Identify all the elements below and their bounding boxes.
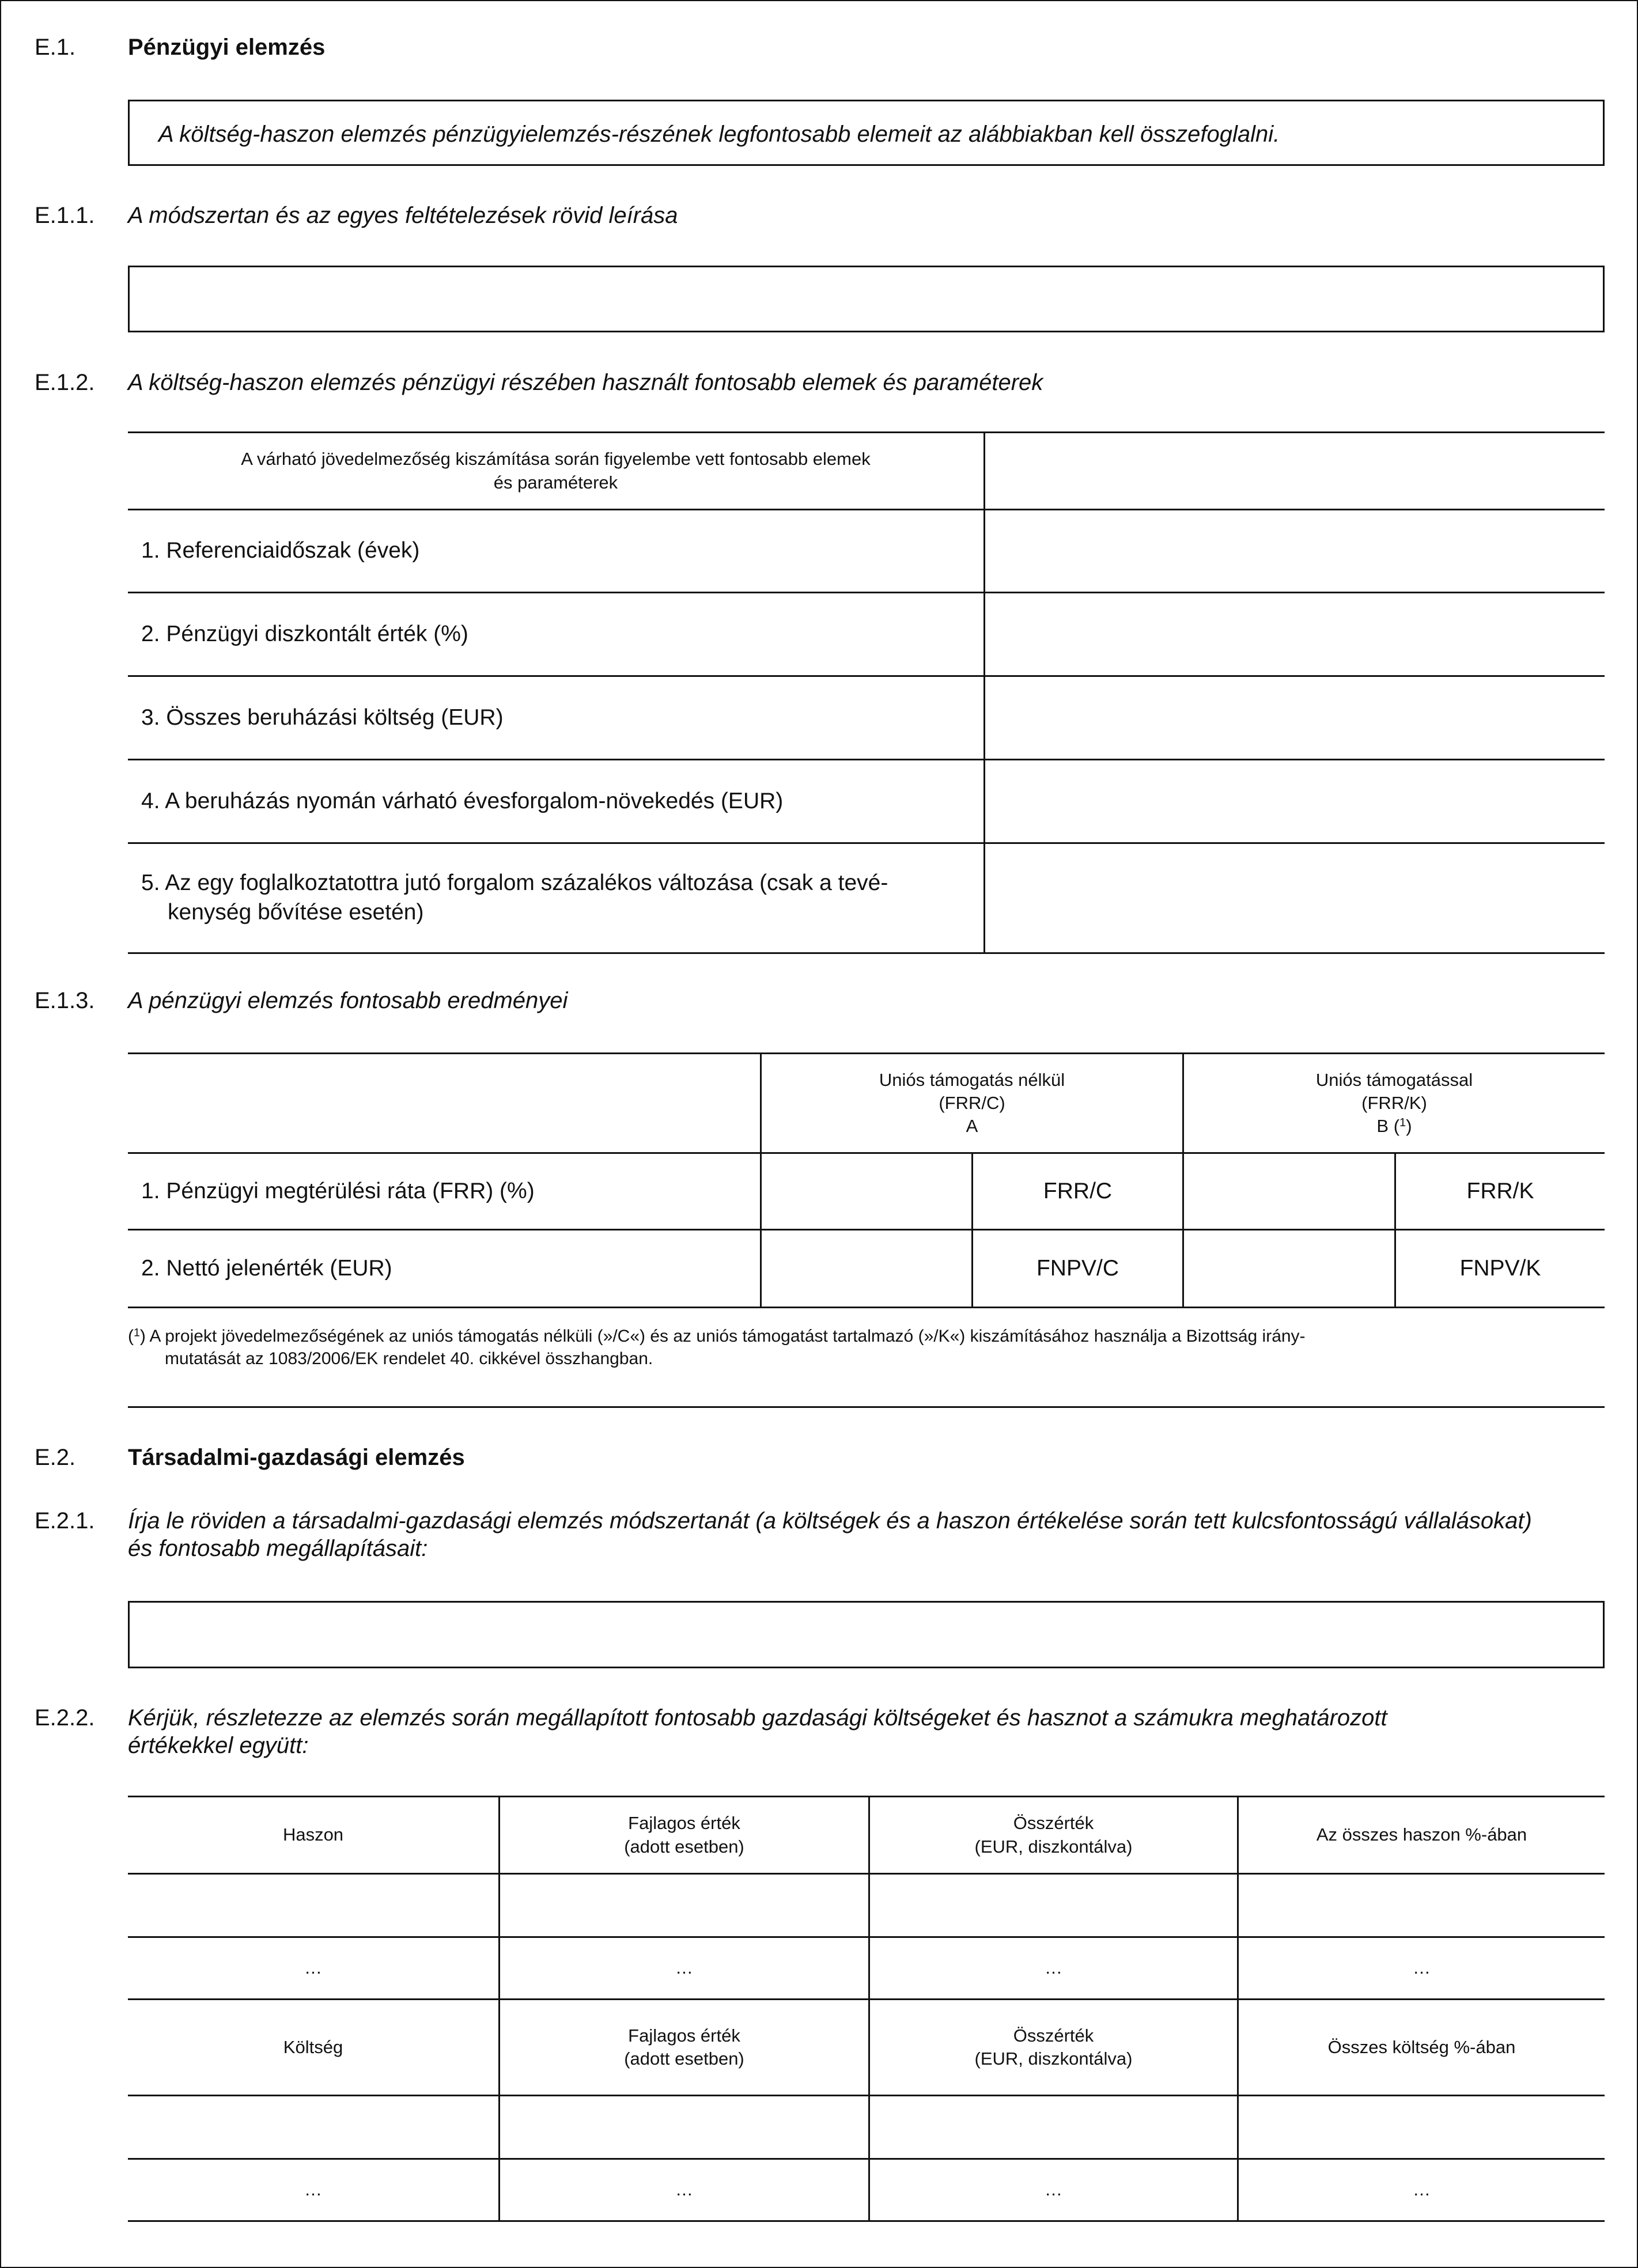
parameter-row-label: 3. Összes beruházási költség (EUR) bbox=[141, 705, 504, 730]
ellipsis-cell: … bbox=[675, 1957, 693, 1978]
benefit-input-cell[interactable] bbox=[128, 1875, 498, 1936]
result-row-label: 1. Pénzügyi megtérülési ráta (FRR) (%) bbox=[141, 1178, 535, 1203]
benefit-input-cell[interactable] bbox=[500, 1875, 868, 1936]
parameter-value-field[interactable] bbox=[985, 510, 1605, 592]
subsection-title: A pénzügyi elemzés fontosabb eredményei bbox=[128, 988, 568, 1013]
parameter-row-label: 2. Pénzügyi diszkontált érték (%) bbox=[141, 621, 468, 646]
section-title: Társadalmi-gazdasági elemzés bbox=[128, 1445, 465, 1470]
parameter-value-field[interactable] bbox=[985, 593, 1605, 675]
subsection-number: E.2.1. bbox=[35, 1508, 95, 1534]
intro-text: A költség-haszon elemzés pénzügyielemzés-részének legfontosabb elemeit az alábbiakban kell összefoglalni. bbox=[158, 122, 1280, 147]
header-cost-percent: Összes költség %-ában bbox=[1327, 2036, 1516, 2057]
subsection-title: Kérjük, részletezze az elemzés során megállapított fontosabb gazdasági költségeket és hasznot a számukra meghatározott értékekkel együtt: bbox=[128, 1705, 1387, 1758]
subsection-title: A költség-haszon elemzés pénzügyi részében használt fontosabb elemek és paraméterek bbox=[128, 370, 1043, 395]
result-row-label: 2. Nettó jelenérték (EUR) bbox=[141, 1255, 392, 1281]
method-description-field[interactable] bbox=[128, 266, 1605, 332]
cost-input-cell[interactable] bbox=[500, 2096, 868, 2158]
benefit-input-cell[interactable] bbox=[1239, 1875, 1605, 1936]
header-cost: Költség bbox=[283, 2036, 343, 2057]
parameters-header: A várható jövedelmezőség kiszámítása során figyelembe vett fontosabb elemek és paraméterek bbox=[241, 449, 871, 493]
header-benefit: Haszon bbox=[282, 1824, 344, 1845]
cost-input-cell[interactable] bbox=[870, 2096, 1237, 2158]
frr-k-value-field[interactable] bbox=[1184, 1154, 1394, 1229]
frr-c-value-field[interactable] bbox=[762, 1154, 971, 1229]
frr-c-label: FRR/C bbox=[1043, 1178, 1113, 1203]
ellipsis-cell: … bbox=[1045, 2179, 1062, 2200]
column-header-with-eu-support: Uniós támogatással (FRR/K) B ($^1$) bbox=[1315, 1069, 1473, 1137]
parameter-value-field[interactable] bbox=[985, 844, 1605, 952]
fnpv-c-label: FNPV/C bbox=[1036, 1255, 1119, 1281]
parameter-row-label: 1. Referenciaidőszak (évek) bbox=[141, 538, 420, 563]
section-divider bbox=[128, 1406, 1605, 1408]
section-number: E.2. bbox=[35, 1445, 76, 1470]
header-unit-value: Fajlagos érték (adott esetben) bbox=[624, 1813, 744, 1857]
column-header-without-eu-support: Uniós támogatás nélkül (FRR/C) A bbox=[879, 1069, 1065, 1137]
ellipsis-cell: … bbox=[1045, 1957, 1062, 1978]
intro-box bbox=[128, 100, 1605, 166]
fnpv-c-value-field[interactable] bbox=[762, 1230, 971, 1307]
subsection-number: E.2.2. bbox=[35, 1705, 95, 1731]
ellipsis-cell: … bbox=[675, 2179, 693, 2200]
parameter-row-label: 4. A beruházás nyomán várható évesforgalom-növekedés (EUR) bbox=[141, 788, 784, 813]
parameter-value-header bbox=[985, 433, 1605, 509]
subsection-title: A módszertan és az egyes feltételezések rövid leírása bbox=[128, 203, 678, 228]
header-total-value: Összérték (EUR, diszkontálva) bbox=[974, 1813, 1133, 1857]
cost-input-cell[interactable] bbox=[128, 2096, 498, 2158]
socioeconomic-method-field[interactable] bbox=[128, 1601, 1605, 1668]
subsection-number: E.1.3. bbox=[35, 988, 95, 1013]
frr-k-label: FRR/K bbox=[1466, 1178, 1534, 1203]
ellipsis-cell: … bbox=[304, 2179, 322, 2200]
footnote: ($^1$) A projekt jövedelmezőségének az uniós támogatás nélküli (»/C«) és az uniós támogatást tartalmazó (»/K«) kiszámításához használja a Bizottság irány- mutatását az 1083/2006/EK rendelet 40. cikkével összhangban. bbox=[128, 1326, 1306, 1368]
cost-input-cell[interactable] bbox=[1239, 2096, 1605, 2158]
ellipsis-cell: … bbox=[1413, 1957, 1431, 1978]
parameter-row-label: 5. Az egy foglalkoztatottra jutó forgalom százalékos változása (csak a tevé- kenység bővítése esetén) bbox=[141, 870, 888, 925]
fnpv-k-value-field[interactable] bbox=[1184, 1230, 1394, 1307]
header-total-value: Összérték (EUR, diszkontálva) bbox=[974, 2025, 1133, 2069]
subsection-number: E.1.2. bbox=[35, 370, 95, 395]
parameter-value-field[interactable] bbox=[985, 677, 1605, 759]
fnpv-k-label: FNPV/K bbox=[1459, 1255, 1541, 1281]
subsection-number: E.1.1. bbox=[35, 203, 95, 228]
parameter-value-field[interactable] bbox=[985, 760, 1605, 842]
header-unit-value: Fajlagos érték (adott esetben) bbox=[624, 2025, 744, 2069]
ellipsis-cell: … bbox=[1413, 2179, 1431, 2200]
section-number: E.1. bbox=[35, 35, 76, 60]
header-benefit-percent: Az összes haszon %-ában bbox=[1316, 1824, 1527, 1845]
subsection-title: Írja le röviden a társadalmi-gazdasági elemzés módszertanát (a költségek és a haszon értékelése során tett kulcsfontosságú vállalásokat) és fontosabb megállapításait: bbox=[128, 1508, 1532, 1561]
section-title: Pénzügyi elemzés bbox=[128, 35, 326, 60]
benefit-input-cell[interactable] bbox=[870, 1875, 1237, 1936]
ellipsis-cell: … bbox=[304, 1957, 322, 1978]
